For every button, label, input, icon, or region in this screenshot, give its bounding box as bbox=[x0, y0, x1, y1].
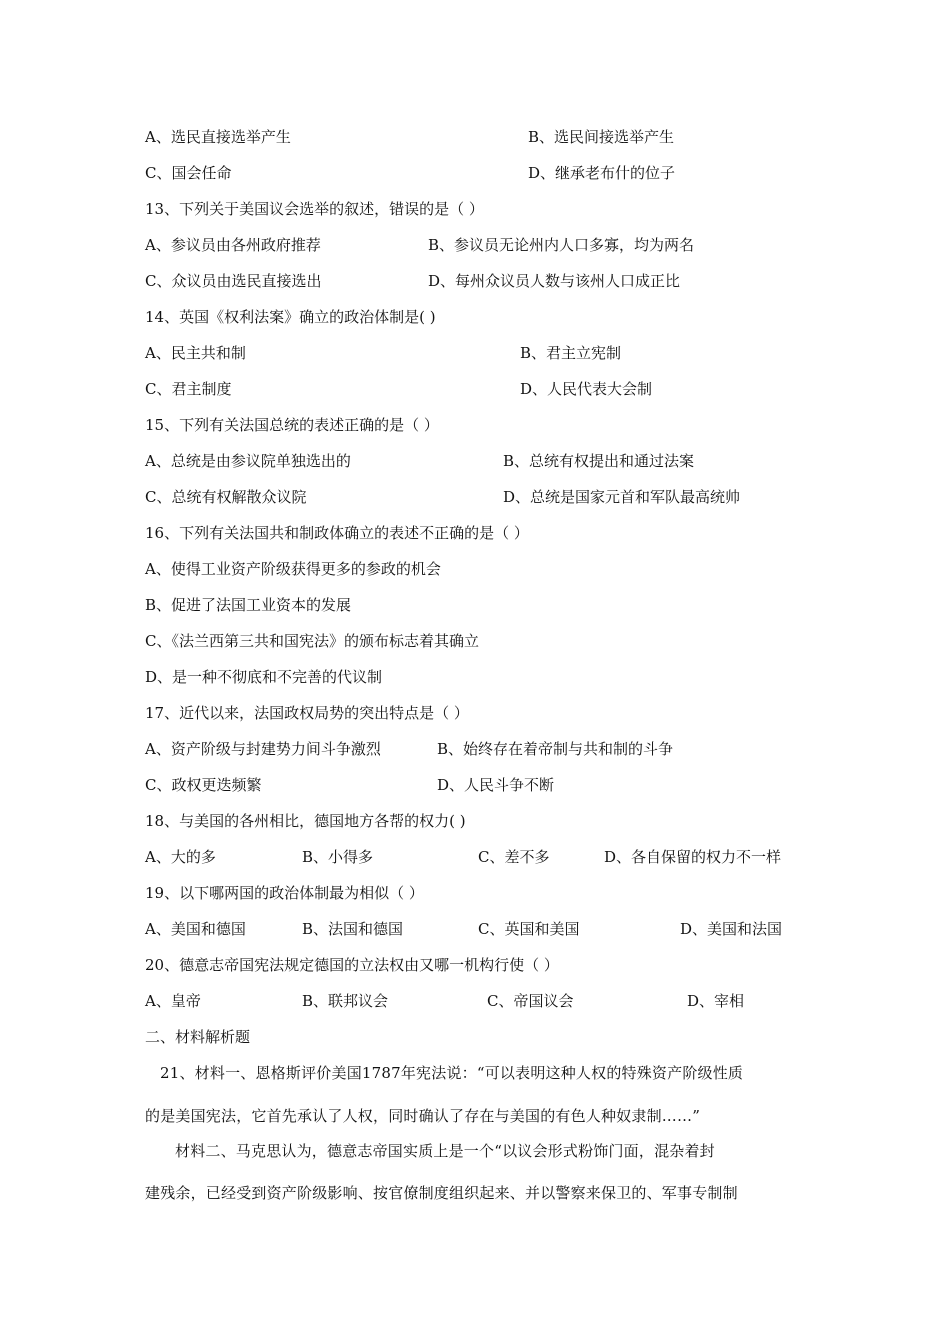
q13-option-c: C、众议员由选民直接选出 bbox=[145, 272, 322, 290]
q21-material-2-line-2: 建残余，已经受到资产阶级影响、按官僚制度组织起来、并以警察来保卫的、军事专制制 bbox=[145, 1184, 738, 1202]
q19-option-a: A、美国和德国 bbox=[145, 920, 246, 938]
q20-stem: 20、德意志帝国宪法规定德国的立法权由又哪一机构行使（ ） bbox=[145, 956, 559, 974]
q17-stem: 17、近代以来，法国政权局势的突出特点是（ ） bbox=[145, 704, 469, 722]
q17-option-d: D、人民斗争不断 bbox=[437, 776, 555, 794]
q18-option-a: A、大的多 bbox=[145, 848, 216, 866]
q12-option-a: A、选民直接选举产生 bbox=[145, 128, 291, 146]
q18-option-d: D、各自保留的权力不一样 bbox=[604, 848, 782, 866]
q19-option-c: C、英国和美国 bbox=[478, 920, 580, 938]
q17-option-c: C、政权更迭频繁 bbox=[145, 776, 262, 794]
q12-option-c: C、国会任命 bbox=[145, 164, 232, 182]
q17-option-b: B、始终存在着帝制与共和制的斗争 bbox=[437, 740, 674, 758]
q18-option-b: B、小得多 bbox=[302, 848, 374, 866]
q14-stem: 14、英国《权利法案》确立的政治体制是( ) bbox=[145, 308, 436, 326]
q19-option-b: B、法国和德国 bbox=[302, 920, 404, 938]
q16-option-b: B、促进了法国工业资本的发展 bbox=[145, 596, 352, 614]
q19-stem: 19、以下哪两国的政治体制最为相似（ ） bbox=[145, 884, 424, 902]
q18-option-c: C、差不多 bbox=[478, 848, 550, 866]
q16-stem: 16、下列有关法国共和制政体确立的表述不正确的是（ ） bbox=[145, 524, 529, 542]
q21-material-1-line-2: 的是美国宪法，它首先承认了人权，同时确认了存在与美国的有色人种奴隶制……” bbox=[145, 1107, 701, 1125]
q15-stem: 15、下列有关法国总统的表述正确的是（ ） bbox=[145, 416, 439, 434]
q20-option-a: A、皇帝 bbox=[145, 992, 201, 1010]
q16-option-d: D、是一种不彻底和不完善的代议制 bbox=[145, 668, 383, 686]
q14-option-c: C、君主制度 bbox=[145, 380, 232, 398]
q17-option-a: A、资产阶级与封建势力间斗争激烈 bbox=[145, 740, 381, 758]
q21-material-1-line-1: 21、材料一、恩格斯评价美国1787年宪法说：“可以表明这种人权的特殊资产阶级性质 bbox=[160, 1064, 744, 1082]
q15-option-d: D、总统是国家元首和军队最高统帅 bbox=[503, 488, 741, 506]
q18-stem: 18、与美国的各州相比，德国地方各帮的权力( ) bbox=[145, 812, 466, 830]
q19-option-d: D、美国和法国 bbox=[680, 920, 783, 938]
q21-material-2-line-1: 材料二、马克思认为，德意志帝国实质上是一个“以议会形式粉饰门面，混杂着封 bbox=[175, 1142, 715, 1160]
q16-option-a: A、使得工业资产阶级获得更多的参政的机会 bbox=[145, 560, 441, 578]
q20-option-c: C、帝国议会 bbox=[487, 992, 574, 1010]
q14-option-d: D、人民代表大会制 bbox=[520, 380, 653, 398]
q12-option-b: B、选民间接选举产生 bbox=[528, 128, 675, 146]
section-heading: 二、材料解析题 bbox=[145, 1028, 251, 1046]
q20-option-b: B、联邦议会 bbox=[302, 992, 389, 1010]
q15-option-a: A、总统是由参议院单独选出的 bbox=[145, 452, 351, 470]
q15-option-b: B、总统有权提出和通过法案 bbox=[503, 452, 695, 470]
q13-stem: 13、下列关于美国议会选举的叙述，错误的是（ ） bbox=[145, 200, 484, 218]
q14-option-a: A、民主共和制 bbox=[145, 344, 246, 362]
q13-option-d: D、每州众议员人数与该州人口成正比 bbox=[428, 272, 681, 290]
q13-option-a: A、参议员由各州政府推荐 bbox=[145, 236, 321, 254]
q20-option-d: D、宰相 bbox=[687, 992, 745, 1010]
q15-option-c: C、总统有权解散众议院 bbox=[145, 488, 307, 506]
q16-option-c: C、《法兰西第三共和国宪法》的颁布标志着其确立 bbox=[145, 632, 479, 650]
q12-option-d: D、继承老布什的位子 bbox=[528, 164, 676, 182]
q13-option-b: B、参议员无论州内人口多寡，均为两名 bbox=[428, 236, 695, 254]
q14-option-b: B、君主立宪制 bbox=[520, 344, 622, 362]
